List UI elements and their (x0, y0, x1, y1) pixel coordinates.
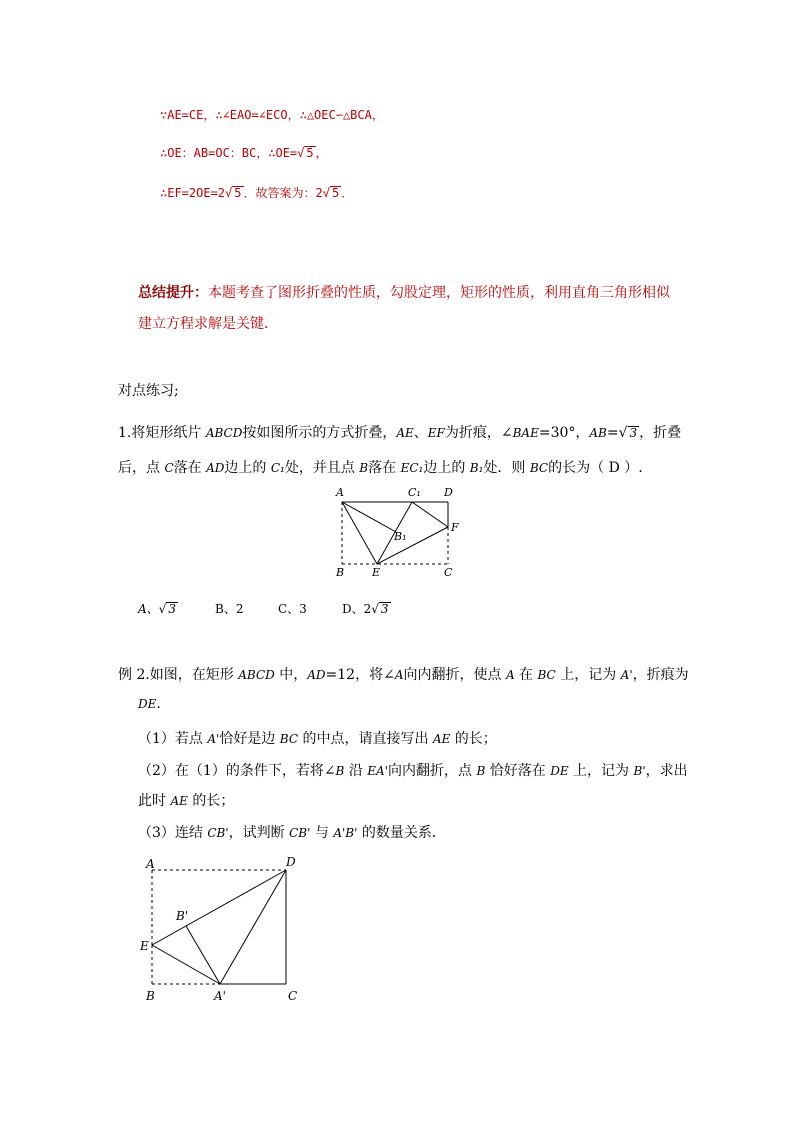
option-a: A、√ 3 (138, 602, 176, 616)
fig1-label-e: E (372, 566, 381, 579)
solution-line-1: ∵AE=CE，∴∠EAO=∠ECO，∴△OEC∽△BCA， (160, 108, 384, 122)
option-c: C、3 (278, 602, 307, 616)
fig1-line-c1f (412, 502, 448, 527)
example-2-line-1: 例 2.如图，在矩形 ABCD 中，AD=12，将∠A向内翻折，使点 A 在 BC 上，记为 A'，折痕为 (118, 667, 689, 683)
fig1-label-b1: B₁ (394, 530, 407, 543)
fig2-line-ba (186, 926, 220, 984)
fig2-label-d: D (286, 855, 296, 869)
question-1-line-1: 1.将矩形纸片 ABCD按如图所示的方式折叠，AE、EF为折痕，∠BAE=30°，AB=√ 3 ，折叠 (118, 425, 682, 441)
example-2-question-1: （1）若点 A'恰好是边 BC 的中点，请直接写出 AE 的长； (138, 731, 497, 747)
sqrt-expression: √ 5 (225, 186, 242, 200)
option-d: D、2√ 3 (342, 602, 389, 616)
practice-heading: 对点练习; (118, 383, 179, 399)
fig2-label-b: B (146, 989, 155, 1003)
option-b: B、2 (215, 602, 244, 616)
example-2-question-2-line-2: 此时 AE 的长； (138, 793, 235, 809)
sqrt-expression: √ 3 (618, 425, 638, 441)
summary-label: 总结提升： (138, 285, 208, 301)
fig2-line-da (220, 870, 286, 984)
summary-line-2: 建立方程求解是关键． (138, 316, 278, 332)
example-2-question-3: （3）连结 CB'，试判断 CB' 与 A'B' 的数量关系． (138, 825, 446, 841)
question-1-line-2: 后，点 C落在 AD边上的 C₁处，并且点 B落在 EC₁边上的 B₁处．则 BC的长为（ D ）. (118, 460, 643, 476)
fig1-label-a: A (336, 486, 344, 499)
figure-1-folded-rectangle (330, 484, 470, 580)
fig2-label-aprime: A' (214, 989, 226, 1003)
solution-line-3: ∴EF=2OE=2√ 5 ．故答案为：2√ 5 ． (160, 186, 354, 200)
sqrt-expression: √ 5 (297, 146, 314, 160)
figure-2-folded-rectangle (136, 850, 316, 1008)
fig2-label-e: E (140, 939, 149, 953)
fig2-line-ea (152, 945, 220, 984)
example-2-question-2: （2）在（1）的条件下，若将∠B 沿 EA'向内翻折，点 B 恰好落在 DE 上，记为 B'，求出 (138, 763, 688, 779)
summary-line-1: 总结提升：本题考查了图形折叠的性质，勾股定理，矩形的性质，利用直角三角形相似 (138, 285, 670, 301)
fig1-label-d: D (444, 486, 453, 499)
fig2-crease-de (152, 870, 286, 945)
fig1-label-c: C (444, 566, 453, 579)
fig1-label-f: F (451, 521, 459, 534)
example-2-line-2: DE. (138, 696, 161, 712)
fig1-label-c1: C₁ (408, 486, 421, 499)
fig2-label-c: C (288, 989, 298, 1003)
fig2-label-bprime: B' (176, 909, 189, 923)
sqrt-expression: √ 5 (322, 186, 340, 200)
solution-line-2: ∴OE：AB=OC：BC，∴OE=√ 5 ， (160, 146, 328, 160)
fig2-label-a: A (146, 857, 155, 871)
fig1-label-b: B (336, 566, 345, 579)
